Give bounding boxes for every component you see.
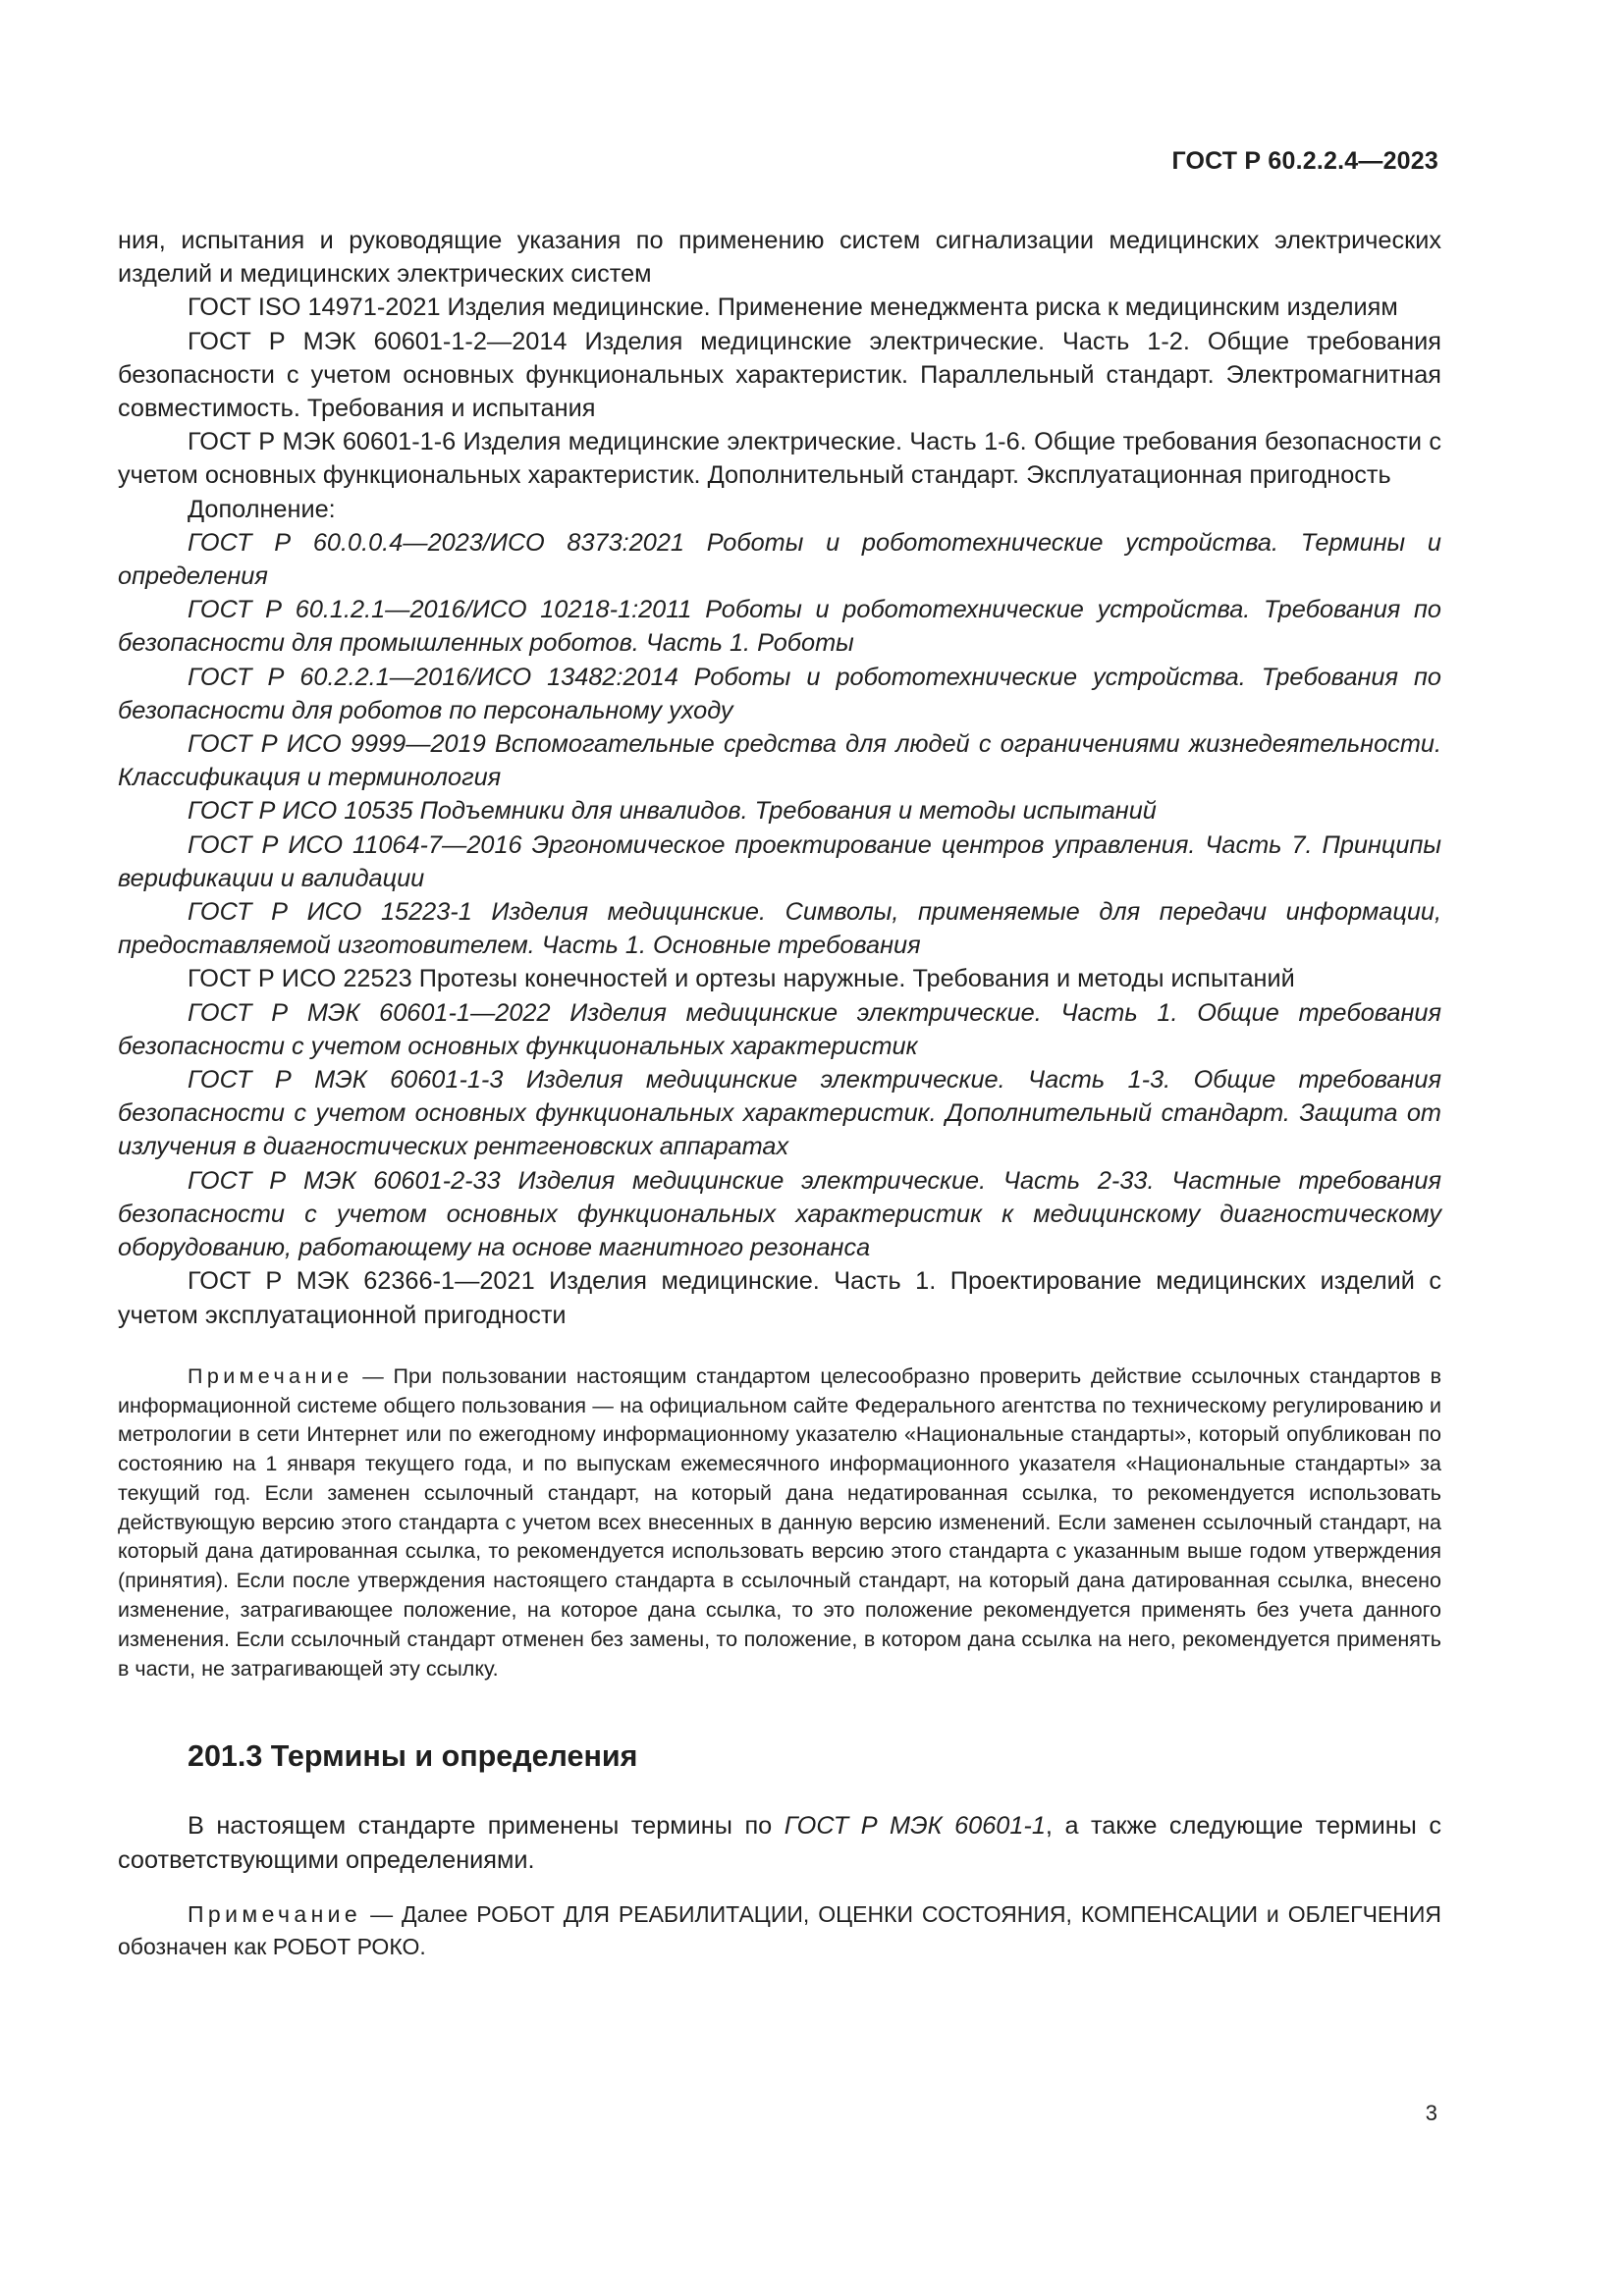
- note-paragraph-2: [118, 1898, 1441, 1963]
- reference-item: ГОСТ Р МЭК 60601-1-2—2014 Изделия медицинские электрические. Часть 1-2. Общие требования безопасности с учетом основных функциональных характеристик. Параллельный стандарт. Электромагнитная совместимость. Требования и испытания: [118, 327, 1441, 423]
- note-text: — Далее РОБОТ ДЛЯ РЕАБИЛИТАЦИИ, ОЦЕНКИ СОСТОЯНИЯ, КОМПЕНСАЦИИ и ОБЛЕГЧЕНИЯ обозначен как РОБОТ РОКО.: [118, 1900, 1441, 1959]
- reference-item: ГОСТ Р ИСО 9999—2019 Вспомогательные средства для людей с ограничениями жизнедеятельности. Классификация и терминология: [118, 730, 1441, 792]
- reference-item: ГОСТ Р МЭК 60601-1—2022 Изделия медицинские электрические. Часть 1. Общие требования безопасности с учетом основных функциональных характеристик: [118, 998, 1441, 1060]
- reference-item: ГОСТ Р МЭК 60601-1-3 Изделия медицинские электрические. Часть 1-3. Общие требования безопасности с учетом основных функциональных характеристик. Дополнительный стандарт. Защита от излучения в диагностических рентгеновских аппаратах: [118, 1066, 1441, 1161]
- note-paragraph: [118, 1362, 1441, 1684]
- reference-item: ГОСТ Р 60.1.2.1—2016/ИСО 10218-1:2011 Роботы и робототехнические устройства. Требования по безопасности для промышленных роботов. Часть 1. Роботы: [118, 596, 1441, 658]
- intro-text-end: , а также следующие термины с соответствующими определениями.: [118, 1812, 1441, 1874]
- note-label: Примечание: [188, 1363, 353, 1388]
- reference-item: ГОСТ Р 60.0.0.4—2023/ИСО 8373:2021 Роботы и робототехнические устройства. Термины и определения: [118, 528, 1441, 591]
- reference-continuation: ния, испытания и руководящие указания по применению систем сигнализации медицинских электрических изделий и медицинских электрических систем: [118, 227, 1441, 289]
- reference-item: ГОСТ Р МЭК 60601-2-33 Изделия медицинские электрические. Часть 2-33. Частные требования безопасности с учетом основных функциональных характеристик к медицинскому диагностическому оборудованию, работающему на основе магнитного резонанса: [118, 1166, 1441, 1262]
- reference-item: ГОСТ Р ИСО 11064-7—2016 Эргономическое проектирование центров управления. Часть 7. Принципы верификации и валидации: [118, 830, 1441, 892]
- note-label: Примечание: [188, 1900, 362, 1927]
- page-number: 3: [1425, 2101, 1437, 2125]
- section-intro: [118, 1809, 1441, 1876]
- supplement-label: Дополнение:: [188, 495, 336, 523]
- page-body: [118, 224, 1441, 1963]
- reference-item: ГОСТ Р МЭК 60601-1-6 Изделия медицинские электрические. Часть 1-6. Общие требования безопасности с учетом основных функциональных характеристик. Дополнительный стандарт. Эксплуатационная пригодность: [118, 428, 1441, 490]
- note-text: — При пользовании настоящим стандартом целесообразно проверить действие ссылочных стандартов в информационной системе общего пользования — на официальном сайте Федерального агентства по техническому регулированию и метрологии в сети Интернет или по ежегодному информационному указателю «Национальные стандарты», который опубликован по состоянию на 1 января текущего года, и по выпускам ежемесячного информационного указателя «Национальные стандарты» за текущий год. Если заменен ссылочный стандарт, на который дана недатированная ссылка, то рекомендуется использовать действующую версию этого стандарта с учетом всех внесенных в данную версию изменений. Если заменен ссылочный стандарт, на который дана датированная ссылка, то рекомендуется использовать версию этого стандарта с указанным выше годом утверждения (принятия). Если после утверждения настоящего стандарта в ссылочный стандарт, на который дана датированная ссылка, внесено изменение, затрагивающее положение, на которое дана ссылка, то это положение рекомендуется применять без учета данного изменения. Если ссылочный стандарт отменен без замены, то положение, в котором дана ссылка на него, рекомендуется применять в части, не затрагивающей эту ссылку.: [118, 1363, 1441, 1681]
- reference-item: ГОСТ Р ИСО 15223-1 Изделия медицинские. Символы, применяемые для передачи информации, предоставляемой изготовителем. Часть 1. Основные требования: [118, 898, 1441, 960]
- section-title: 201.3 Термины и определения: [188, 1739, 638, 1774]
- reference-item: ГОСТ Р МЭК 62366-1—2021 Изделия медицинские. Часть 1. Проектирование медицинских изделий с учетом эксплуатационной пригодности: [118, 1267, 1441, 1329]
- document-code-header: ГОСТ Р 60.2.2.4—2023: [1171, 147, 1438, 175]
- reference-item: ГОСТ Р ИСО 22523 Протезы конечностей и ортезы наружные. Требования и методы испытаний: [188, 965, 1295, 993]
- intro-text: В настоящем стандарте применены термины по: [188, 1812, 785, 1841]
- reference-item: ГОСТ Р 60.2.2.1—2016/ИСО 13482:2014 Роботы и робототехнические устройства. Требования по безопасности для роботов по персональному уходу: [118, 663, 1441, 724]
- reference-item: ГОСТ ISO 14971-2021 Изделия медицинские. Применение менеджмента риска к медицинским изделиям: [188, 294, 1398, 322]
- reference-item: ГОСТ Р ИСО 10535 Подъемники для инвалидов. Требования и методы испытаний: [188, 797, 1157, 826]
- intro-reference: ГОСТ Р МЭК 60601-1: [784, 1812, 1046, 1841]
